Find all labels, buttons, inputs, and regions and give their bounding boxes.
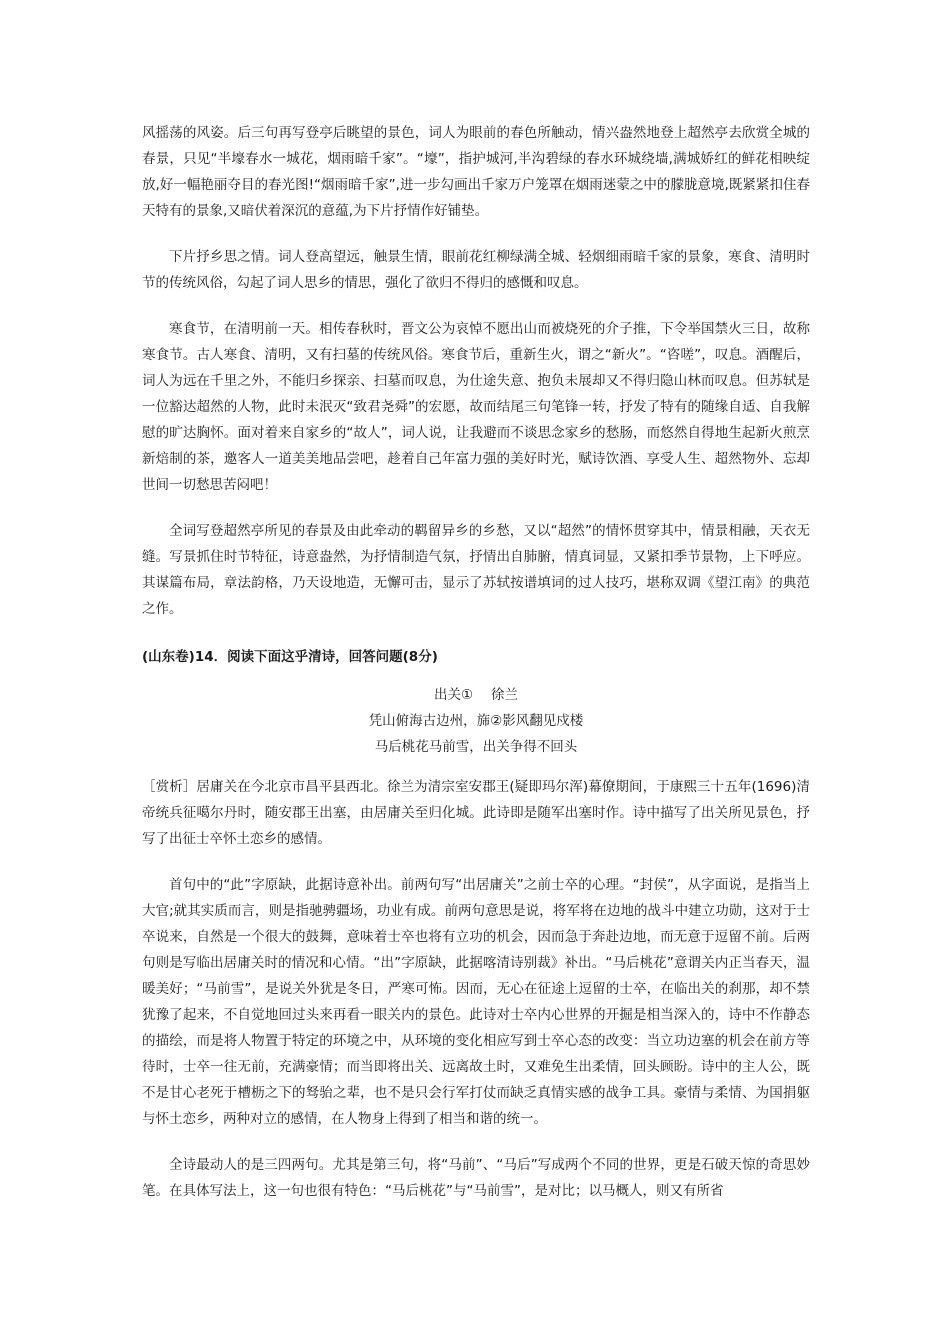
paragraph-homesick: 下片抒乡思之情。词人登高望远，触景生情，眼前花红柳绿满全城、轻烟细雨暗千家的景象，寒食、清明时节的传统风俗，勾起了词人思乡的情思，强化了欲归不得归的感慨和叹息。 [142, 249, 810, 291]
document-page [142, 120, 810, 1204]
paragraph-spring-scenery: 风摇荡的风姿。后三句再写登亭后眺望的景色，词人为眼前的春色所触动，情兴盎然地登上超然亭去欣赏全城的春景，只见“半壕春水一城花，烟雨暗千家”。“壕”，指护城河,半沟碧绿的春水环城绕墙,满城娇红的鲜花相映绽放,好一幅艳丽夺目的春光图!“烟雨暗千家”,进一步勾画出千家万户笼罩在烟雨迷蒙之中的朦胧意境,既紧紧扣住春天特有的景象,又暗伏着深沉的意蕴,为下片抒情作好铺垫。 [142, 125, 810, 219]
poem-line-2: 马后桃花马前雪，出关争得不回头 [374, 739, 578, 755]
paragraph-lines-three-four: 全诗最动人的是三四两句。尤其是第三句，将“马前”、“马后”写成两个不同的世界，更是石破天惊的奇思妙笔。在具体写法上，这一句也很有特色：“马后桃花”与“马前雪”，是对比；以马概人，则又有所省 [142, 1157, 810, 1199]
poem-block [142, 682, 810, 760]
paragraph-cold-food-festival: 寒食节，在清明前一天。相传春秋时，晋文公为哀悼不愿出山而被烧死的介子推，下令举国禁火三日，故称寒食节。古人寒食、清明，又有扫墓的传统风俗。寒食节后，重新生火，谓之“新火”。“咨嗟”，叹息。酒醒后，词人为远在千里之外，不能归乡探亲、扫墓而叹息，为仕途失意、抱负未展却又不得归隐山林而叹息。但苏轼是一位豁达超然的人物，此时未泯灭“致君尧舜”的宏愿，故而结尾三句笔锋一转，抒发了特有的随缘自适、自我解慰的旷达胸怀。面对着来自家乡的“故人”，词人说，让我避而不谈思念家乡的愁肠，而悠然自得地生起新火煎烹新焙制的茶，邀客人一道美美地品尝吧，趁着自己年富力强的美好时光，赋诗饮酒、享受人生、超然物外、忘却世间一切愁思苦闷吧！ [142, 321, 810, 493]
paragraph-summary: 全词写登超然亭所见的春景及由此牵动的羁留异乡的乡愁，又以“超然”的情怀贯穿其中，情景相融，天衣无缝。写景抓住时节特征，诗意盎然，为抒情制造气氛，抒情出自肺腑，情真词显，又紧扣季节景物，上下呼应。其谋篇布局，章法韵格，乃天设地造，无懈可击，显示了苏轼按谱填词的过人技巧，堪称双调《望江南》的典范之作。 [142, 523, 810, 617]
paragraph-appreciation: ［赏析］居庸关在今北京市昌平县西北。徐兰为清宗室安郡王(疑即玛尔浑)幕僚期间，于康熙三十五年(1696)清帝统兵征噶尔丹时，随安郡王出塞，由居庸关至归化城。此诗即是随军出塞时作。诗中描写了出关所见景色，抒写了出征士卒怀土恋乡的感情。 [142, 779, 810, 847]
poem-line-1: 凭山俯海古边州，旆②影风翻见戍楼 [368, 713, 584, 729]
question-heading: (山东卷)14．阅读下面这乎清诗，回答问题(8分) [142, 649, 438, 665]
paragraph-analysis: 首句中的“此”字原缺，此据诗意补出。前两句写“出居庸关”之前士卒的心理。“封侯”，从字面说，是指当上大官;就其实质而言，则是指驰骋疆场，功业有成。前两句意思是说，将军将在边地的战斗中建立功勋，这对于士卒说来，自然是一个很大的鼓舞，意味着士卒也将有立功的机会，因而急于奔赴边地，而无意于逗留不前。后两句则是写临出居庸关时的情况和心情。“出”字原缺，此据喀清诗别裁》补出。“马后桃花”意谓关内正当春天，温暖美好；“马前雪”，是说关外犹是冬日，严寒可怖。因而，无心在征途上逗留的士卒，在临出关的刹那，却不禁犹豫了起来，不自觉地回过头来再看一眼关内的景色。此诗对士卒内心世界的开掘是相当深入的，诗中不作静态的描绘，而是将人物置于特定的环境之中，从环境的变化相应写到士卒心态的改变：当立功边塞的机会在前方等待时，士卒一往无前，充满豪情；而当即将出关、远离故土时，又难免生出柔情，回头顾盼。诗中的主人公，既不是甘心老死于槽枥之下的驽骀之辈，也不是只会行军打仗而缺乏真情实感的战争工具。豪情与柔情、为国捐躯与怀土恋乡，两种对立的感情，在人物身上得到了相当和谐的统一。 [142, 877, 810, 1127]
poem-title: 出关① 徐兰 [434, 687, 518, 703]
